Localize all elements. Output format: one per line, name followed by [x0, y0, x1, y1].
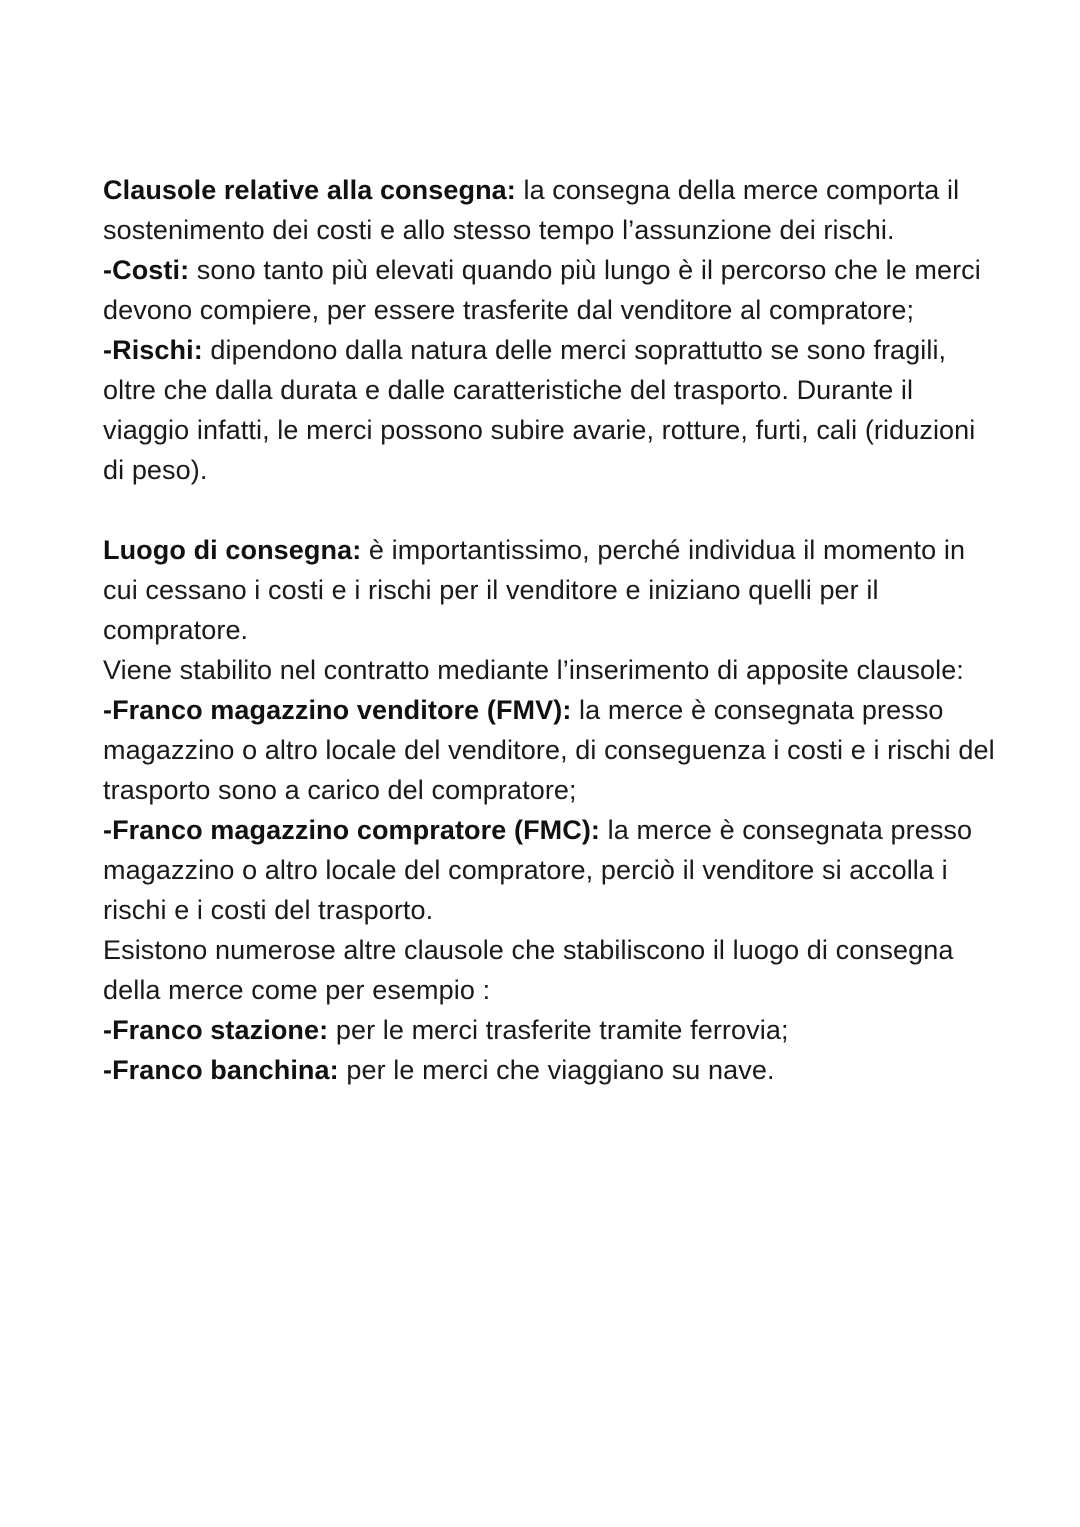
paragraph-text: Viene stabilito nel contratto mediante l’inserimento di apposite clausole: — [103, 655, 964, 685]
paragraph-text: per le merci che viaggiano su nave. — [338, 1055, 775, 1085]
section-spacer — [103, 490, 1003, 530]
paragraph-text: sono tanto più elevati quando più lungo è il percorso che le merci devono compiere, per essere trasferite dal venditore al compratore; — [103, 255, 981, 325]
paragraph-other-clauses — [103, 930, 1003, 1010]
paragraph-delivery-clauses — [103, 170, 1003, 250]
paragraph-fmc — [103, 810, 1003, 930]
paragraph-text: dipendono dalla natura delle merci soprattutto se sono fragili, oltre che dalla durata e dalle caratteristiche del trasporto. Durante il viaggio infatti, le merci possono subire avarie, rotture, furti, cali (riduzioni di peso). — [103, 335, 976, 485]
paragraph-heading: -Franco banchina: — [103, 1055, 339, 1085]
paragraph-text: Esistono numerose altre clausole che stabiliscono il luogo di consegna della merce come per esempio : — [103, 935, 954, 1005]
paragraph-delivery-place — [103, 530, 1003, 650]
section-delivery-clauses — [103, 170, 1003, 490]
paragraph-text: per le merci trasferite tramite ferrovia; — [328, 1015, 789, 1045]
paragraph-text: la merce è consegnata presso magazzino o altro locale del venditore, di conseguenza i costi e i rischi del trasporto sono a carico del compratore; — [103, 695, 995, 805]
paragraph-heading: Clausole relative alla consegna: — [103, 175, 516, 205]
section-delivery-place — [103, 530, 1003, 1090]
paragraph-heading: -Franco magazzino venditore (FMV): — [103, 695, 572, 725]
paragraph-costs — [103, 250, 1003, 330]
paragraph-text: la consegna della merce comporta il sostenimento dei costi e allo stesso tempo l’assunzione dei rischi. — [103, 175, 960, 245]
paragraph-heading: -Franco stazione: — [103, 1015, 329, 1045]
paragraph-heading: -Rischi: — [103, 335, 203, 365]
paragraph-contract — [103, 650, 1003, 690]
paragraph-text: la merce è consegnata presso magazzino o altro locale del compratore, perciò il venditore si accolla i rischi e i costi del trasporto. — [103, 815, 973, 925]
paragraph-heading: -Franco magazzino compratore (FMC): — [103, 815, 601, 845]
paragraph-heading: Luogo di consegna: — [103, 535, 362, 565]
document-body — [103, 170, 1003, 1090]
paragraph-quay — [103, 1050, 1003, 1090]
paragraph-fmv — [103, 690, 1003, 810]
paragraph-heading: -Costi: — [103, 255, 190, 285]
paragraph-text: è importantissimo, perché individua il momento in cui cessano i costi e i rischi per il venditore e iniziano quelli per il compratore. — [103, 535, 966, 645]
paragraph-risks — [103, 330, 1003, 490]
paragraph-station — [103, 1010, 1003, 1050]
